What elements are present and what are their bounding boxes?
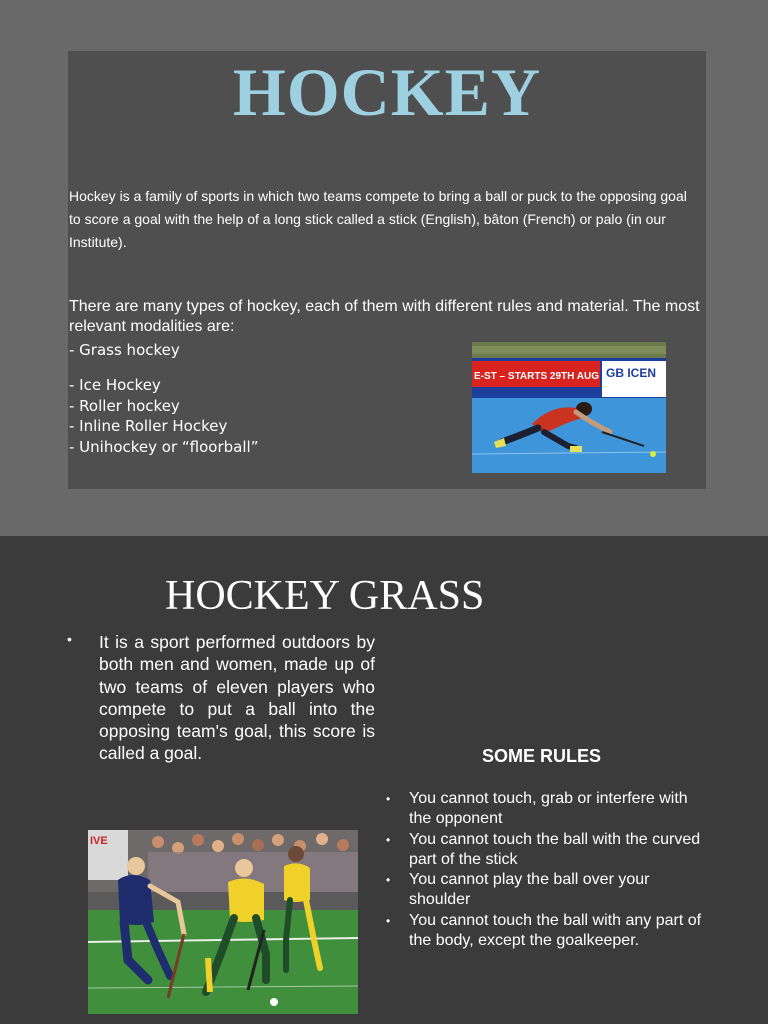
bullet: • bbox=[386, 792, 391, 806]
rules-list bbox=[386, 789, 706, 951]
list-item bbox=[386, 789, 706, 830]
page-title: HOCKEY bbox=[232, 54, 542, 130]
hockey-types-list-a bbox=[69, 340, 180, 361]
list-item: - Roller hockey bbox=[69, 396, 180, 415]
bullet: • bbox=[386, 873, 391, 888]
field-hockey-photo bbox=[88, 830, 358, 1014]
banner-right-text: GB ICEN bbox=[606, 366, 657, 380]
sign-text: IVE bbox=[90, 835, 108, 847]
rule-text: You cannot touch the ball with any part of the body, except the goalkeeper. bbox=[409, 911, 702, 950]
list-item: - Inline Roller Hockey bbox=[69, 417, 228, 435]
intro-paragraph: Hockey is a family of sports in which two teams compete to bring a ball or puck to the opposing goal to score a goal with the help of a long stick called a stick (English), bâton (French) or palo (in our Institute). bbox=[69, 188, 687, 250]
hockey-types-list-b bbox=[69, 375, 258, 457]
indoor-hockey-photo bbox=[472, 342, 666, 473]
types-paragraph: There are many types of hockey, each of them with different rules and material. The most relevant modalities are: bbox=[69, 298, 700, 335]
list-item: - Grass hockey bbox=[69, 341, 180, 359]
list-item: - Ice Hockey bbox=[69, 376, 161, 394]
list-item bbox=[386, 830, 706, 871]
rules-heading: SOME RULES bbox=[482, 746, 602, 766]
rule-text: You cannot touch, grab or interfere with the opponent bbox=[409, 790, 688, 828]
bullet: • bbox=[386, 913, 391, 928]
list-item bbox=[386, 870, 706, 911]
rule-text: You cannot touch the ball with the curved part of the stick bbox=[409, 830, 701, 868]
bullet: • bbox=[386, 832, 391, 847]
bullet: • bbox=[67, 631, 72, 647]
grass-hockey-description: It is a sport performed outdoors by both men and women, made up of two teams of eleven players who compete to put a ball into the opposing team's goal, this score is called a goal. bbox=[99, 632, 375, 764]
list-item bbox=[386, 911, 706, 952]
section-title: HOCKEY GRASS bbox=[165, 573, 485, 619]
rule-text: You cannot play the ball over your shoulder bbox=[409, 871, 650, 909]
list-item: - Unihockey or “floorball” bbox=[69, 437, 259, 456]
banner-left-text: E-ST – STARTS 29TH AUG bbox=[474, 371, 600, 382]
